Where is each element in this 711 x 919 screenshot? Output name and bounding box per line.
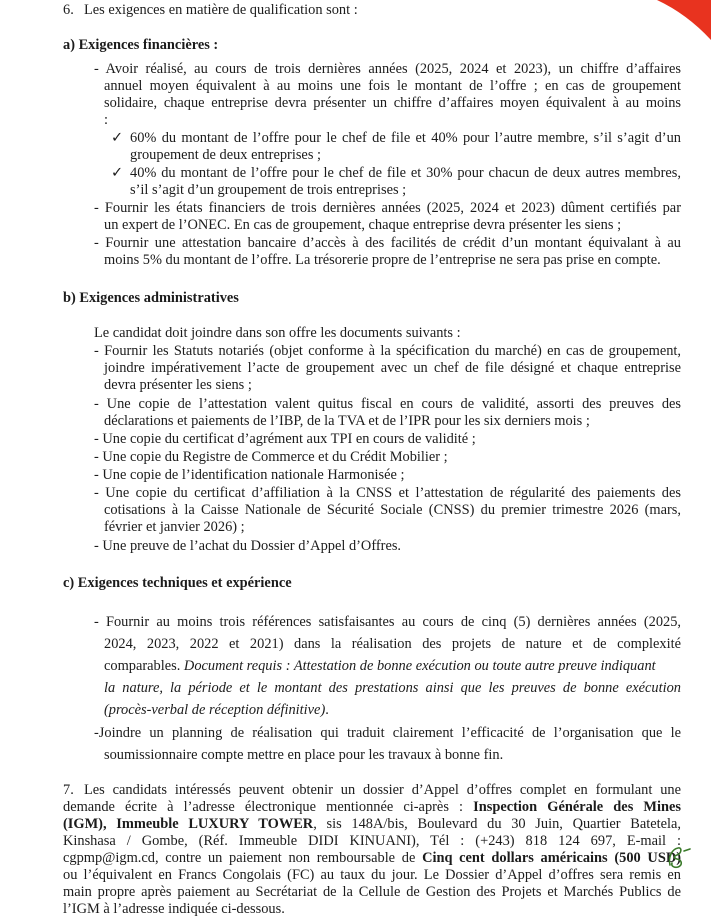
technical-bullet-1-line-3 <box>104 655 656 677</box>
igm-name: Inspection Générale des Mines <box>473 799 681 815</box>
check-2-line-1: 40% du montant de l’offre pour le chef de file et 30% pour chacun de deux autres membres, <box>130 165 681 181</box>
section-7-line-5a: cgpmp@igm.cd, contre un paiement non remboursable de <box>63 850 423 866</box>
checkmark-icon: ✓ <box>111 130 124 146</box>
technical-bullet-1-line-5 <box>104 699 329 721</box>
technical-bullet-1-line-3a: comparables. <box>104 658 184 674</box>
technical-bullet-1-period: . <box>325 702 329 718</box>
admin-bullet-6-line-2: cotisations à la Caisse Nationale de Sécurité Sociale (CNSS) du premier trimestre 2026 (mars, <box>104 502 681 518</box>
admin-bullet-5: - Une copie de l’identification nationale Harmonisée ; <box>94 467 405 483</box>
initials-signature <box>660 843 700 871</box>
admin-bullet-1-line-3: devra présenter les siens ; <box>104 377 252 393</box>
subsection-c-title: c) Exigences techniques et expérience <box>63 575 292 591</box>
technical-bullet-1-line-4: la nature, la période et le montant des prestations ainsi que les preuves de bonne exécution <box>104 680 681 696</box>
financial-bullet-3-line-2: moins 5% du montant de l’offre. La trésorerie propre de l’entreprise ne sera pas prise en compte. <box>104 252 661 268</box>
document-requis-text: Document requis : Attestation de bonne exécution ou toute autre preuve indiquant <box>183 658 656 674</box>
admin-bullet-6-line-3: février et janvier 2026) ; <box>104 519 245 535</box>
section-7-number: 7. <box>63 782 74 798</box>
section-7-line-4: Kinshasa / Gombe, (Réf. Immeuble DIDI KINUANI), Tél : (+243) 818 124 697, E-mail : <box>63 833 681 849</box>
admin-bullet-2-line-1: - Une copie de l’attestation valent quitus fiscal en cours de validité, assorti des preuves des <box>94 396 681 412</box>
financial-bullet-3-line-1: - Fournir une attestation bancaire d’accès à des facilités de crédit d’un montant équivalant à au <box>94 235 681 251</box>
red-corner-mark <box>639 0 711 40</box>
pv-reception-text: (procès-verbal de réception définitive) <box>104 702 326 718</box>
financial-bullet-1-line-2: annuel moyen équivalent à au moins une fois le montant de l’offre ; en cas de groupement <box>104 78 681 94</box>
section-7-line-3b: , sis 148A/bis, Boulevard du 30 Juin, Quartier Batetela, <box>313 816 681 832</box>
admin-bullet-2-line-2: déclarations et paiements de l’IBP, de la TVA et de l’IPR pour les six derniers mois ; <box>104 413 590 429</box>
igm-building: (IGM), Immeuble LUXURY TOWER <box>63 816 314 832</box>
admin-bullet-6-line-1: - Une copie du certificat d’affiliation à la CNSS et l’attestation de régularité des paiements des <box>94 485 681 501</box>
section-7-line-3 <box>63 816 681 833</box>
section-7-line-1: Les candidats intéressés peuvent obtenir un dossier d’Appel d’offres complet en formulant une <box>84 782 681 798</box>
check-2-line-2: s’il s’agit d’un groupement de trois entreprises ; <box>130 182 407 198</box>
technical-bullet-1-line-1: - Fournir au moins trois références satisfaisantes au cours de cinq (5) dernières années (2025, <box>94 614 681 630</box>
financial-bullet-1-line-4: : <box>104 112 108 128</box>
admin-intro: Le candidat doit joindre dans son offre les documents suivants : <box>94 325 461 341</box>
admin-bullet-7: - Une preuve de l’achat du Dossier d’Appel d’Offres. <box>94 538 402 554</box>
section-7-line-2 <box>63 799 681 816</box>
subsection-a-title: a) Exigences financières : <box>63 37 219 53</box>
section-7-line-6: ou l’équivalent en Francs Congolais (FC) au taux du jour. Le Dossier d’Appel d’offres sera remis en <box>63 867 681 883</box>
check-1-line-1: 60% du montant de l’offre pour le chef de file et 40% pour l’autre membre, s’il s’agit d’un <box>130 130 681 146</box>
check-1-line-2: groupement de deux entreprises ; <box>130 147 322 163</box>
admin-bullet-4: - Une copie du Registre de Commerce et du Crédit Mobilier ; <box>94 449 448 465</box>
subsection-b-title: b) Exigences administratives <box>63 290 239 306</box>
section-6-number: 6. <box>63 2 74 18</box>
section-7-line-5 <box>63 850 681 867</box>
admin-bullet-1-line-2: joindre impérativement l’acte de groupement avec un chef de file désigné et chaque entreprise <box>104 360 681 376</box>
admin-bullet-1-line-1: - Fournir les Statuts notariés (objet conforme à la spécification du marché) en cas de groupement, <box>94 343 681 359</box>
technical-bullet-2-line-2: soumissionnaire compte mettre en place pour les travaux à bonne fin. <box>104 747 504 763</box>
section-7-line-7: main propre après paiement au Secrétariat de la Cellule de Gestion des Projets et Marchés Publics de <box>63 884 681 900</box>
financial-bullet-1-line-3: solidaire, chaque entreprise devra présenter un chiffre d’affaires moyen équivalent à au moins <box>104 95 681 111</box>
financial-bullet-2-line-2: un expert de l’ONEC. En cas de groupement, chaque entreprise devra présenter les siens ; <box>104 217 622 233</box>
section-6-title: Les exigences en matière de qualification sont : <box>84 2 358 18</box>
section-7-line-8: l’IGM à l’adresse indiquée ci-dessous. <box>63 901 285 917</box>
fee-amount: Cinq cent dollars américains (500 USD) <box>422 850 682 866</box>
technical-bullet-1-line-2: 2024, 2023, 2022 et 2021) dans la réalisation des projets de nature et de complexité <box>104 636 681 652</box>
financial-bullet-1-line-1: - Avoir réalisé, au cours de trois dernières années (2025, 2024 et 2023), un chiffre d’affaires <box>94 61 681 77</box>
checkmark-icon: ✓ <box>111 165 124 181</box>
technical-bullet-2-line-1: -Joindre un planning de réalisation qui traduit clairement l’efficacité de l’organisation que le <box>94 725 681 741</box>
admin-bullet-3: - Une copie du certificat d’agrément aux TPI en cours de validité ; <box>94 431 476 447</box>
financial-bullet-2-line-1: - Fournir les états financiers de trois dernières années (2025, 2024 et 2023) dûment certifiés par <box>94 200 681 216</box>
section-7-line-2a: demande écrite à l’adresse électronique mentionnée ci-après : <box>63 799 474 815</box>
